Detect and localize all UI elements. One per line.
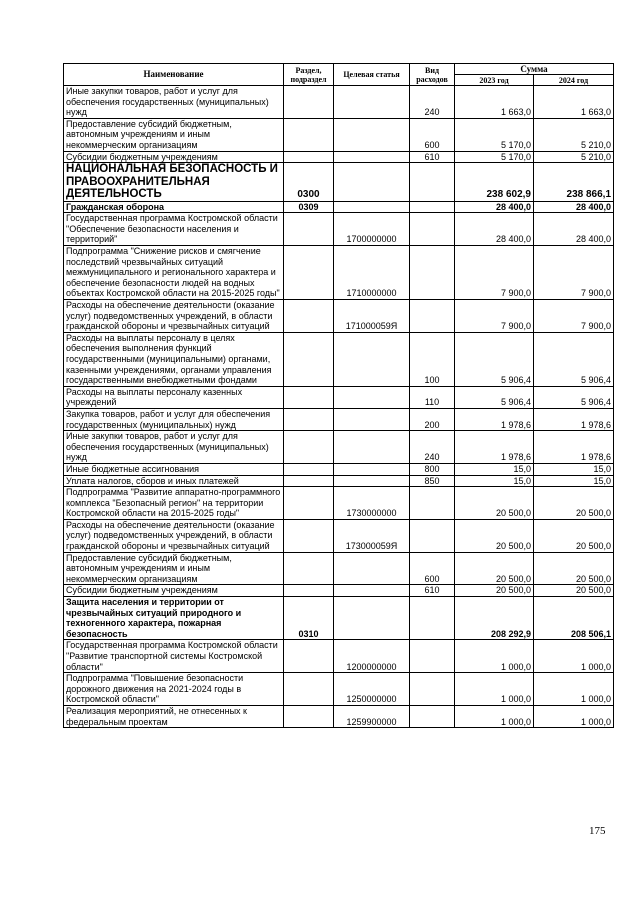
cell-section [284, 705, 334, 727]
cell-name: Подпрограмма "Повышение безопасности дорожного движения на 2021-2024 годы в Костромской области" [64, 673, 284, 706]
cell-amount-2023: 20 500,0 [455, 519, 534, 552]
cell-amount-2024: 1 978,6 [534, 408, 614, 430]
table-row [64, 475, 614, 487]
cell-name: Уплата налогов, сборов и иных платежей [64, 475, 284, 487]
table-row [64, 86, 614, 119]
cell-amount-2023: 1 663,0 [455, 86, 534, 119]
table-row [64, 386, 614, 408]
table-row [64, 463, 614, 475]
cell-amount-2024: 1 663,0 [534, 86, 614, 119]
cell-section [284, 475, 334, 487]
cell-name: Предоставление субсидий бюджетным, автономным учреждениям и иным некоммерческим организациям [64, 552, 284, 585]
cell-name: Государственная программа Костромской области "Развитие транспортной системы Костромской области" [64, 640, 284, 673]
cell-expense-type: 800 [410, 463, 455, 475]
cell-expense-type [410, 519, 455, 552]
table-row [64, 408, 614, 430]
cell-target [334, 118, 410, 151]
cell-amount-2023: 208 292,9 [455, 597, 534, 640]
cell-amount-2024: 5 210,0 [534, 118, 614, 151]
header-target: Целевая статья [334, 64, 410, 86]
cell-amount-2024: 7 900,0 [534, 246, 614, 300]
cell-section [284, 673, 334, 706]
cell-target [334, 151, 410, 163]
cell-name: Подпрограмма "Развитие аппаратно-программного комплекса "Безопасный регион" на территории Костромской области на 2015-2025 годы" [64, 487, 284, 520]
cell-amount-2023: 5 170,0 [455, 118, 534, 151]
cell-name: Подпрограмма "Снижение рисков и смягчение последствий чрезвычайных ситуаций межмуниципального и регионального характера и обеспечение безопасности людей на водных объектах Костромской области на 2015-2025 годы" [64, 246, 284, 300]
cell-amount-2024: 208 506,1 [534, 597, 614, 640]
cell-target: 1259900000 [334, 705, 410, 727]
cell-name: Иные бюджетные ассигнования [64, 463, 284, 475]
cell-amount-2023: 15,0 [455, 475, 534, 487]
cell-amount-2023: 1 000,0 [455, 673, 534, 706]
cell-target [334, 475, 410, 487]
cell-name: Расходы на выплаты персоналу казенных учреждений [64, 386, 284, 408]
cell-expense-type: 240 [410, 431, 455, 464]
cell-section [284, 431, 334, 464]
cell-section [284, 386, 334, 408]
cell-amount-2023: 7 900,0 [455, 300, 534, 333]
table-header [64, 64, 614, 86]
cell-amount-2023: 1 000,0 [455, 640, 534, 673]
cell-expense-type: 600 [410, 552, 455, 585]
cell-name: Предоставление субсидий бюджетным, автономным учреждениям и иным некоммерческим организациям [64, 118, 284, 151]
cell-amount-2023: 20 500,0 [455, 585, 534, 597]
cell-amount-2023: 238 602,9 [455, 163, 534, 202]
cell-expense-type [410, 597, 455, 640]
cell-amount-2023: 5 906,4 [455, 386, 534, 408]
cell-name: Государственная программа Костромской области "Обеспечение безопасности населения и территорий" [64, 213, 284, 246]
cell-amount-2024: 1 000,0 [534, 640, 614, 673]
header-year-2023: 2023 год [455, 75, 534, 86]
header-type: Вид расходов [410, 64, 455, 86]
table-row [64, 519, 614, 552]
table-row [64, 487, 614, 520]
cell-expense-type [410, 705, 455, 727]
cell-name: Субсидии бюджетным учреждениям [64, 151, 284, 163]
cell-name: Расходы на выплаты персоналу в целях обеспечения выполнения функций государственными (муниципальными) органами, казенными учреждениями, органами управления государственными внебюджетными фондами [64, 332, 284, 386]
cell-amount-2023: 28 400,0 [455, 213, 534, 246]
cell-section: 0300 [284, 163, 334, 202]
table-row [64, 552, 614, 585]
cell-amount-2023: 28 400,0 [455, 201, 534, 213]
cell-section [284, 332, 334, 386]
table-row [64, 597, 614, 640]
cell-expense-type: 610 [410, 151, 455, 163]
cell-amount-2024: 20 500,0 [534, 552, 614, 585]
cell-target [334, 552, 410, 585]
cell-amount-2023: 1 000,0 [455, 705, 534, 727]
cell-amount-2024: 28 400,0 [534, 213, 614, 246]
cell-target [334, 408, 410, 430]
table-body [64, 86, 614, 728]
cell-amount-2023: 7 900,0 [455, 246, 534, 300]
cell-name: Расходы на обеспечение деятельности (оказание услуг) подведомственных учреждений, в области гражданской обороны и чрезвычайных ситуаций [64, 300, 284, 333]
cell-amount-2023: 20 500,0 [455, 487, 534, 520]
cell-name: НАЦИОНАЛЬНАЯ БЕЗОПАСНОСТЬ И ПРАВООХРАНИТЕЛЬНАЯ ДЕЯТЕЛЬНОСТЬ [64, 163, 284, 202]
cell-section [284, 151, 334, 163]
cell-amount-2023: 20 500,0 [455, 552, 534, 585]
cell-section [284, 487, 334, 520]
cell-expense-type [410, 163, 455, 202]
cell-name: Иные закупки товаров, работ и услуг для обеспечения государственных (муниципальных) нужд [64, 431, 284, 464]
cell-target: 1700000000 [334, 213, 410, 246]
header-year-2024: 2024 год [534, 75, 614, 86]
cell-amount-2024: 7 900,0 [534, 300, 614, 333]
cell-target: 171000059Я [334, 300, 410, 333]
cell-target [334, 597, 410, 640]
cell-expense-type [410, 213, 455, 246]
cell-expense-type [410, 246, 455, 300]
cell-amount-2024: 5 906,4 [534, 332, 614, 386]
table-row [64, 151, 614, 163]
cell-expense-type [410, 673, 455, 706]
cell-target: 1250000000 [334, 673, 410, 706]
table-row [64, 431, 614, 464]
cell-section [284, 213, 334, 246]
cell-target [334, 585, 410, 597]
cell-section [284, 463, 334, 475]
cell-section [284, 118, 334, 151]
cell-target [334, 163, 410, 202]
cell-name: Гражданская оборона [64, 201, 284, 213]
cell-amount-2023: 5 170,0 [455, 151, 534, 163]
table-row [64, 585, 614, 597]
page-number: 175 [589, 825, 606, 837]
cell-expense-type [410, 640, 455, 673]
table-row [64, 332, 614, 386]
cell-amount-2024: 1 000,0 [534, 705, 614, 727]
cell-section [284, 585, 334, 597]
cell-amount-2024: 15,0 [534, 475, 614, 487]
cell-name: Иные закупки товаров, работ и услуг для обеспечения государственных (муниципальных) нужд [64, 86, 284, 119]
cell-section [284, 519, 334, 552]
cell-target [334, 463, 410, 475]
cell-section [284, 408, 334, 430]
cell-target [334, 431, 410, 464]
table-row [64, 246, 614, 300]
cell-section [284, 640, 334, 673]
cell-amount-2023: 5 906,4 [455, 332, 534, 386]
cell-amount-2023: 15,0 [455, 463, 534, 475]
table-row [64, 640, 614, 673]
cell-expense-type: 200 [410, 408, 455, 430]
cell-target: 1730000000 [334, 487, 410, 520]
cell-section [284, 246, 334, 300]
cell-expense-type: 100 [410, 332, 455, 386]
cell-target: 1200000000 [334, 640, 410, 673]
cell-name: Закупка товаров, работ и услуг для обеспечения государственных (муниципальных) нужд [64, 408, 284, 430]
cell-expense-type [410, 300, 455, 333]
header-name: Наименование [64, 64, 284, 86]
cell-amount-2024: 238 866,1 [534, 163, 614, 202]
cell-expense-type [410, 487, 455, 520]
table-row [64, 705, 614, 727]
budget-table [63, 63, 614, 728]
cell-amount-2024: 5 210,0 [534, 151, 614, 163]
cell-expense-type: 240 [410, 86, 455, 119]
cell-amount-2023: 1 978,6 [455, 431, 534, 464]
cell-amount-2024: 1 000,0 [534, 673, 614, 706]
cell-target [334, 332, 410, 386]
cell-amount-2024: 20 500,0 [534, 585, 614, 597]
cell-name: Расходы на обеспечение деятельности (оказание услуг) подведомственных учреждений, в области гражданской обороны и чрезвычайных ситуаций [64, 519, 284, 552]
cell-name: Субсидии бюджетным учреждениям [64, 585, 284, 597]
cell-amount-2024: 20 500,0 [534, 519, 614, 552]
table-row [64, 300, 614, 333]
cell-name: Реализация мероприятий, не отнесенных к федеральным проектам [64, 705, 284, 727]
cell-amount-2024: 20 500,0 [534, 487, 614, 520]
cell-expense-type: 110 [410, 386, 455, 408]
cell-section: 0309 [284, 201, 334, 213]
cell-expense-type: 850 [410, 475, 455, 487]
cell-section [284, 300, 334, 333]
cell-amount-2023: 1 978,6 [455, 408, 534, 430]
cell-name: Защита населения и территории от чрезвычайных ситуаций природного и техногенного характера, пожарная безопасность [64, 597, 284, 640]
header-section: Раздел, подраздел [284, 64, 334, 86]
cell-expense-type [410, 201, 455, 213]
cell-section [284, 86, 334, 119]
table-row [64, 118, 614, 151]
table-row [64, 213, 614, 246]
cell-section: 0310 [284, 597, 334, 640]
table-row [64, 201, 614, 213]
cell-target [334, 86, 410, 119]
header-sum: Сумма [455, 64, 614, 75]
cell-target: 173000059Я [334, 519, 410, 552]
cell-target: 1710000000 [334, 246, 410, 300]
table-row [64, 673, 614, 706]
cell-target [334, 386, 410, 408]
cell-amount-2024: 5 906,4 [534, 386, 614, 408]
cell-expense-type: 600 [410, 118, 455, 151]
cell-amount-2024: 28 400,0 [534, 201, 614, 213]
table-row [64, 163, 614, 202]
cell-target [334, 201, 410, 213]
cell-expense-type: 610 [410, 585, 455, 597]
cell-section [284, 552, 334, 585]
cell-amount-2024: 1 978,6 [534, 431, 614, 464]
cell-amount-2024: 15,0 [534, 463, 614, 475]
